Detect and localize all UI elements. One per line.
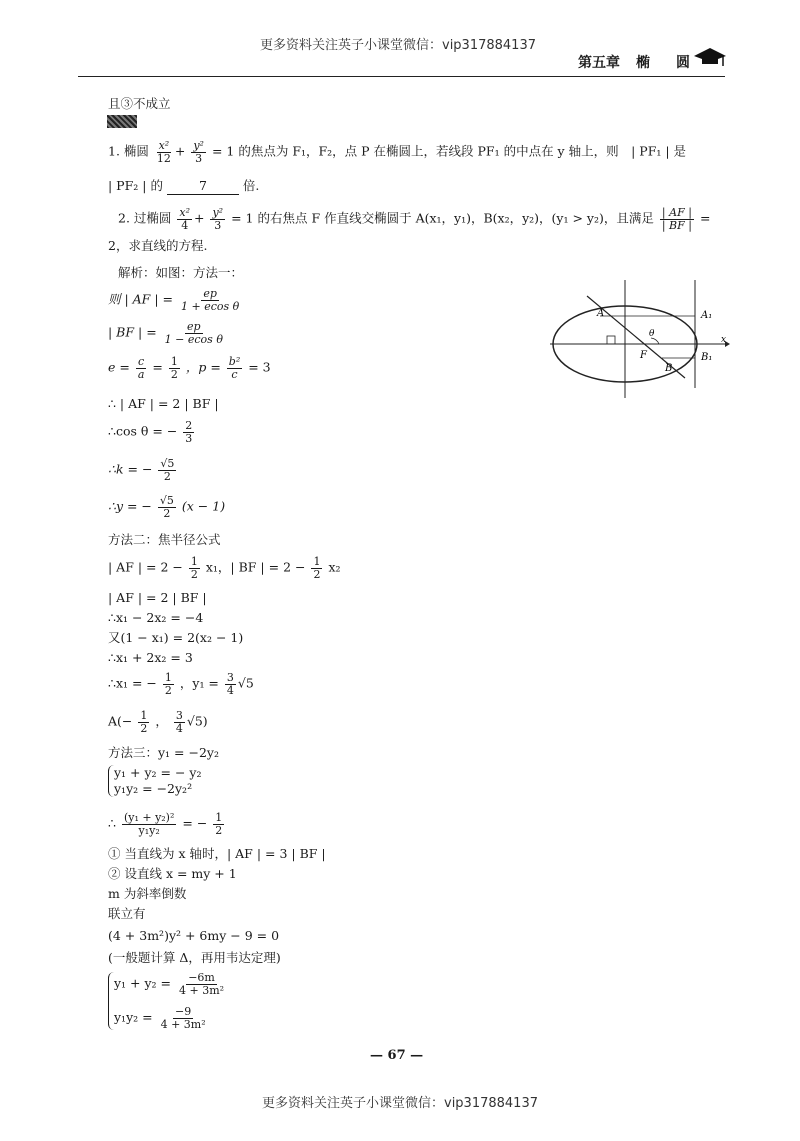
label-x: x (721, 335, 727, 345)
ellipse-figure (545, 278, 730, 403)
method2-eq1: ∴x₁ − 2x₂ = −4 (108, 610, 204, 625)
case-4: 联立有 (108, 906, 146, 921)
label-F: F (640, 350, 647, 361)
method1-k: ∴k = − $\frac{√5}{2}$ (108, 457, 175, 483)
label-A: A (597, 308, 605, 319)
label-B: B (665, 363, 673, 374)
line-prev: 且③不成立 (108, 96, 171, 111)
method2-heading: 方法二：焦半径公式 (108, 532, 221, 547)
problem-1-line-1: 1. 椭圆 $\frac{\text{x²}}{12}$ + $\frac{\text{y²}}{3}$ = 1 的焦点为 F₁，F₂，点 P 在椭圆上，若线段 PF₁ 的中点在 y 轴上，则 | PF₁ | 是 (108, 139, 687, 165)
method1-e-p: e = $\frac{c}{a}$ = $\frac{1}{2}$ ，p = $\frac{\text{b²}}{c}$ = 3 (108, 355, 271, 381)
graduation-cap-icon (692, 44, 728, 68)
method1-cos: ∴cos θ = − $\frac{2}{3}$ (108, 419, 193, 445)
vieta-system: y₁ + y₂ = $\frac{-6m}{\text{4 + 3m²}}$ y₁y₂ = $\frac{-9}{\text{4 + 3m²}}$ (108, 972, 228, 1030)
case-5: (4 + 3m²)y² + 6my − 9 = 0 (108, 928, 280, 943)
method3-heading: 方法三：y₁ = −2y₂ (108, 745, 219, 760)
case-2: ② 设直线 x = my + 1 (108, 866, 237, 881)
method2-point-a: A(− $\frac{1}{2}$ ， $\frac{3}{4}$ √5) (108, 709, 208, 735)
label-A1: A₁ (701, 310, 713, 321)
method1-line: ∴y = − $\frac{√5}{2}$ (x − 1) (108, 494, 226, 520)
chapter-title-b: 圆 (676, 55, 690, 71)
header-rule (78, 76, 725, 77)
chapter-label: 第五章 (578, 55, 620, 71)
chapter-title-a: 椭 (636, 55, 650, 71)
problem-2-line-2: 2，求直线的方程. (108, 238, 208, 253)
page-number: — 67 — (370, 1048, 424, 1063)
problem-2-line-1: 2. 过椭圆 $\frac{\text{x²}}{4}$ + $\frac{\text{y²}}{3}$ = 1 的右焦点 F 作直线交椭圆于 A(x₁，y₁)，B(x₂，y₂)，(y₁ > y₂)，且满足 $\frac{| AF |}{| BF |}$ = (118, 206, 711, 232)
method1-bf: | BF | = $\frac{ep}{\text{1 − ecos θ}}$ (108, 320, 223, 346)
case-6: (一般题计算 Δ，再用韦达定理) (108, 950, 281, 965)
method1-af: 则 | AF | = $\frac{ep}{\text{1 + ecos θ}}$ (108, 287, 240, 313)
method3-ratio: ∴ $\frac{\text{(y₁ + y₂)²}}{\text{y₁y₂}}$ = − $\frac{1}{2}$ (108, 811, 223, 837)
case-3: m 为斜率倒数 (108, 886, 187, 901)
method2-focal: | AF | = 2 − $\frac{1}{2}$ x₁，| BF | = 2 − $\frac{1}{2}$ x₂ (108, 555, 341, 581)
label-B1: B₁ (701, 352, 713, 363)
method1-ratio: ∴ | AF | = 2 | BF | (108, 396, 219, 411)
watermark-bottom: 更多资料关注英子小课堂微信：vip317884137 (262, 1096, 538, 1111)
method2-ratio: | AF | = 2 | BF | (108, 590, 207, 605)
method2-result: ∴x₁ = − $\frac{1}{2}$ ，y₁ = $\frac{3}{4}$ √5 (108, 671, 254, 697)
solution-intro: 解析：如图：方法一： (118, 265, 244, 280)
problem-1-line-2: | PF₂ | 的 7 倍. (108, 178, 260, 193)
method3-system: y₁ + y₂ = − y₂ y₁y₂ = −2y₂² (108, 765, 202, 797)
method2-eq2: 又(1 − x₁) = 2(x₂ − 1) (108, 630, 244, 645)
fraction-x2-12: $\frac{\text{x²}}{12}$ (156, 139, 171, 165)
exercise-badge-icon (107, 115, 137, 128)
answer-blank: 7 (167, 178, 239, 195)
label-theta: θ (649, 329, 655, 339)
watermark-top: 更多资料关注英子小课堂微信：vip317884137 (260, 38, 536, 53)
method2-eq3: ∴x₁ + 2x₂ = 3 (108, 650, 193, 665)
case-1: ① 当直线为 x 轴时，| AF | = 3 | BF | (108, 846, 326, 861)
fraction-y2-3: $\frac{\text{y²}}{3}$ (193, 139, 204, 165)
